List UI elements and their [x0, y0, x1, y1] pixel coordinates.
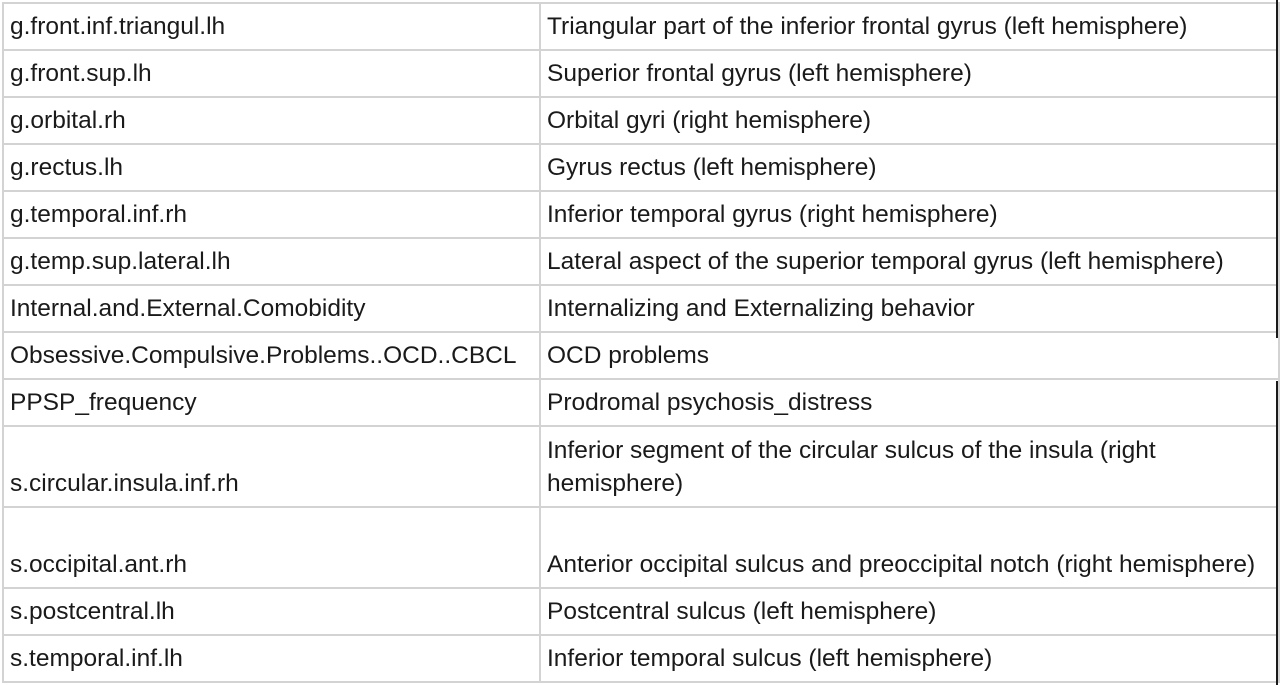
variable-code-cell[interactable]: g.front.sup.lh [3, 50, 540, 97]
table-row [3, 285, 1279, 332]
table-row [3, 507, 1279, 588]
variable-code-cell[interactable]: g.orbital.rh [3, 97, 540, 144]
variable-description-cell[interactable]: Inferior segment of the circular sulcus of the insula (right hemisphere) [540, 426, 1279, 507]
variable-description-cell[interactable]: Lateral aspect of the superior temporal gyrus (left hemisphere) [540, 238, 1279, 285]
variable-description-cell[interactable]: Internalizing and Externalizing behavior [540, 285, 1279, 332]
table-row [3, 588, 1279, 635]
variable-code-cell[interactable]: g.front.inf.triangul.lh [3, 3, 540, 50]
table-row [3, 332, 1279, 379]
table-row [3, 3, 1279, 50]
variable-code-cell[interactable]: s.temporal.inf.lh [3, 635, 540, 682]
variable-description-cell[interactable]: Superior frontal gyrus (left hemisphere) [540, 50, 1279, 97]
variable-description-cell[interactable]: OCD problems [540, 332, 1279, 379]
table-row [3, 50, 1279, 97]
variable-code-cell[interactable]: g.temporal.inf.rh [3, 191, 540, 238]
variable-code-cell[interactable]: Obsessive.Compulsive.Problems..OCD..CBCL [3, 332, 540, 379]
table-right-border [1276, 0, 1278, 338]
table-row [3, 379, 1279, 426]
table-row [3, 191, 1279, 238]
table-row [3, 635, 1279, 682]
variable-code-cell[interactable]: s.circular.insula.inf.rh [3, 426, 540, 507]
variable-description-table [2, 2, 1280, 683]
table-row [3, 238, 1279, 285]
variable-description-cell[interactable]: Orbital gyri (right hemisphere) [540, 97, 1279, 144]
variable-description-cell[interactable]: Inferior temporal gyrus (right hemisphere) [540, 191, 1279, 238]
variable-description-cell[interactable]: Gyrus rectus (left hemisphere) [540, 144, 1279, 191]
variable-code-cell[interactable]: Internal.and.External.Comobidity [3, 285, 540, 332]
variable-description-cell[interactable]: Inferior temporal sulcus (left hemisphere) [540, 635, 1279, 682]
variable-code-cell[interactable]: PPSP_frequency [3, 379, 540, 426]
table-right-border [1276, 381, 1278, 685]
variable-description-cell[interactable]: Anterior occipital sulcus and preoccipital notch (right hemisphere) [540, 507, 1279, 588]
table-row [3, 144, 1279, 191]
table-row [3, 97, 1279, 144]
variable-description-cell[interactable]: Prodromal psychosis_distress [540, 379, 1279, 426]
variable-code-cell[interactable]: s.postcentral.lh [3, 588, 540, 635]
variable-description-cell[interactable]: Triangular part of the inferior frontal gyrus (left hemisphere) [540, 3, 1279, 50]
variable-code-cell[interactable]: g.rectus.lh [3, 144, 540, 191]
table-row [3, 426, 1279, 507]
variable-code-cell[interactable]: g.temp.sup.lateral.lh [3, 238, 540, 285]
variable-code-cell[interactable]: s.occipital.ant.rh [3, 507, 540, 588]
variable-description-cell[interactable]: Postcentral sulcus (left hemisphere) [540, 588, 1279, 635]
